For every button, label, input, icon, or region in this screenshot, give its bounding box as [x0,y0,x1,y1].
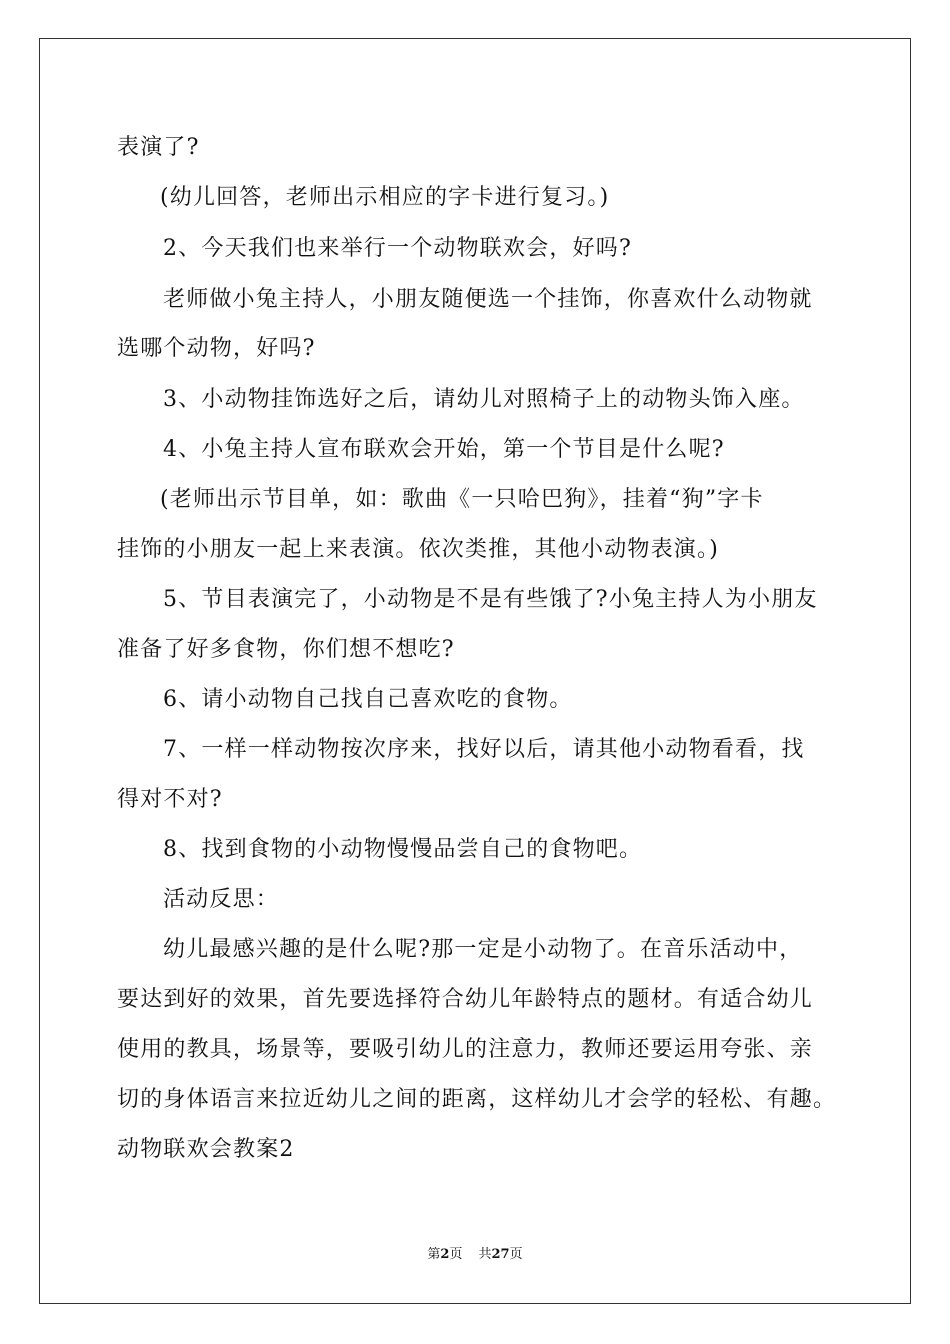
page-footer [0,1246,950,1264]
text-line: 8、找到食物的小动物慢慢品尝自己的食物吧。 [163,837,643,862]
text-line: 挂饰的小朋友一起上来表演。依次类推，其他小动物表演。) [117,537,719,562]
text-line: (老师出示节目单，如：歌曲《一只哈巴狗》，挂着“狗”字卡 [160,487,764,512]
text-line: 表演了? [117,135,200,160]
text-line: 切的身体语言来拉近幼儿之间的距离，这样幼儿才会学的轻松、有趣。 [117,1087,837,1112]
text-line: 幼儿最感兴趣的是什么呢?那一定是小动物了。在音乐活动中， [163,937,803,962]
text-line: 老师做小兔主持人，小朋友随便选一个挂饰，你喜欢什么动物就 [163,287,813,312]
text-line: 选哪个动物，好吗? [117,336,316,361]
text-line: 6、请小动物自己找自己喜欢吃的食物。 [163,687,573,712]
text-line: 要达到好的效果，首先要选择符合幼儿年龄特点的题材。有适合幼儿 [117,987,814,1012]
footer-prefix: 第 [427,1247,441,1262]
current-page-number: 2 [440,1247,450,1262]
text-line: 2、今天我们也来举行一个动物联欢会，好吗? [163,236,632,261]
text-line: (幼儿回答，老师出示相应的字卡进行复习。) [160,185,610,210]
footer-total-prefix: 共 [478,1247,492,1262]
text-line: 7、一样一样动物按次序来，找好以后，请其他小动物看看，找 [163,737,805,762]
text-line: 3、小动物挂饰选好之后，请幼儿对照椅子上的动物头饰入座。 [163,387,805,412]
text-line: 准备了好多食物，你们想不想吃? [117,637,455,662]
text-line: 4、小兔主持人宣布联欢会开始，第一个节目是什么呢? [163,437,725,462]
text-line: 5、节目表演完了，小动物是不是有些饿了?小兔主持人为小朋友 [163,587,818,612]
section-heading: 活动反思： [163,887,280,912]
document-title: 动物联欢会教案2 [117,1137,295,1162]
footer-page-suffix: 页 [449,1247,463,1262]
footer-total-suffix: 页 [509,1247,523,1262]
total-page-count: 27 [491,1247,510,1262]
text-line: 使用的教具，场景等，要吸引幼儿的注意力，教师还要运用夸张、亲 [117,1037,814,1062]
text-line: 得对不对? [117,787,223,812]
